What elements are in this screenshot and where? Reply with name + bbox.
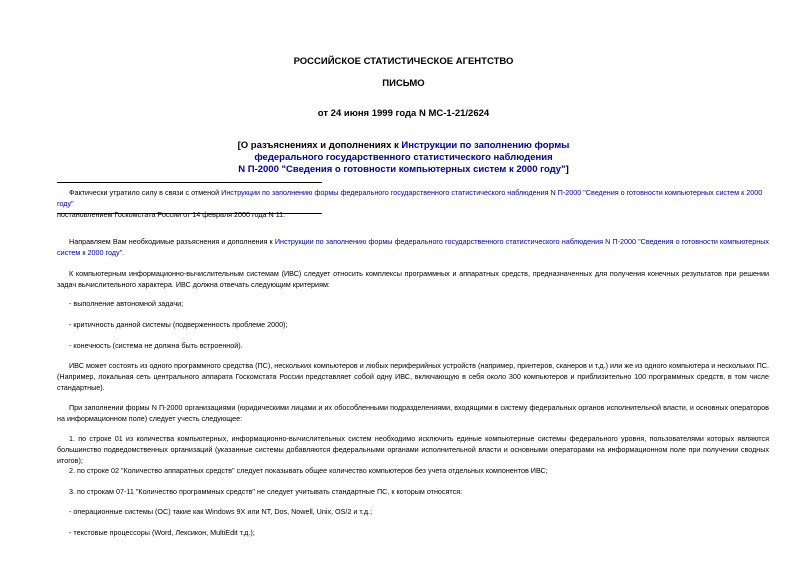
rule-item: 3. по строкам 07-11 "Количество программных средств" не следует учитывать стандартные ПС, к которым относятся: <box>69 487 463 496</box>
criteria-item: - критичность данной системы (подверженность проблеме 2000); <box>69 320 288 329</box>
title-prefix: [О разъяснениях и дополнениях к <box>237 140 402 151</box>
title-link-line3[interactable]: N П-2000 "Сведения о готовности компьютерных систем к 2000 году" <box>238 164 566 175</box>
document-title <box>150 140 657 176</box>
note-link[interactable]: Инструкции по заполнению формы федерального государственного статистического наблюдения N П-2000 "Сведения о готовности компьютерных систем к 2000 году" <box>57 188 763 208</box>
title-link-line2[interactable]: федерального государственного статистического наблюдения <box>254 152 553 163</box>
note-divider-bottom <box>57 213 322 214</box>
title-suffix: ] <box>565 164 569 175</box>
rule-item: 2. по строке 02 "Количество аппаратных средств" следует показывать общее количество компьютеров без учета отдельных компонентов ИВС; <box>69 466 548 475</box>
note-divider-top <box>57 182 322 183</box>
rule-item: 1. по строке 01 из количества компьютерных, информационно-вычислительных систем необходимо исключить единые компьютерные системы федерального уровня, пользователями которых являются большинство подведомственных организаций (указанные системы добавляются федеральными органами исполнительной власти и основными операторами на информационном поле при получении сводных итогов); <box>57 434 769 465</box>
p1-link[interactable]: Инструкции по заполнению формы федерального государственного статистического наблюдения N П-2000 "Сведения о готовности компьютерных систем к 2000 году" <box>57 237 770 257</box>
document-date-number: от 24 июня 1999 года N МС-1-21/2624 <box>317 108 490 119</box>
status-note <box>57 187 769 220</box>
paragraph-filling-rules: При заполнении формы N П-2000 организациями (юридическими лицами и их обособленными подразделениями, входящими в систему федеральных органов исполнительной власти, и основных операторов на информационном поле) следует учесть следующее: <box>57 403 769 423</box>
p1-prefix: Направляем Вам необходимые разъяснения и дополнения к <box>69 237 275 246</box>
note-prefix: Фактически утратило силу в связи с отменой <box>69 188 222 197</box>
exclusion-item: - операционные системы (ОС) такие как Windows 9X или NT, Dos, Nowell, Unix, OS/2 и т.д.; <box>69 507 373 516</box>
paragraph-intro <box>57 236 769 258</box>
note-line2: постановлением Госкомстата России от 14 февраля 2000 года N 11. <box>57 210 286 219</box>
paragraph-ivs-composition: ИВС может состоять из одного программного средства (ПС), нескольких компьютеров и любых периферийных устройств (например, принтеров, сканеров и т.д.) или же из одного компьютера и нескольких ПС. (Например, локальная сеть центрального аппарата Госкомстата России представляет собой одну ИВС, включающую в себя около 300 компьютеров и приблизительно 100 программных средств, в том числе стандартные). <box>57 361 769 392</box>
exclusion-item: - текстовые процессоры (Word, Лексикон, MultiEdit т.д.); <box>69 528 255 537</box>
p1-suffix: . <box>122 248 125 257</box>
document-type: ПИСЬМО <box>382 78 425 89</box>
title-link-line1[interactable]: Инструкции по заполнению формы <box>401 140 570 151</box>
criteria-item: - конечность (система не должна быть встроенной). <box>69 341 243 350</box>
criteria-item: - выполнение автономной задачи; <box>69 299 184 308</box>
agency-name: РОССИЙСКОЕ СТАТИСТИЧЕСКОЕ АГЕНТСТВО <box>293 56 514 67</box>
paragraph-definition: К компьютерным информационно-вычислительным системам (ИВС) следует относить комплексы программных и аппаратных средств, предназначенных для получения конечных результатов при решении задач вычислительного характера. ИВС должна отвечать следующим критериям: <box>57 269 769 289</box>
